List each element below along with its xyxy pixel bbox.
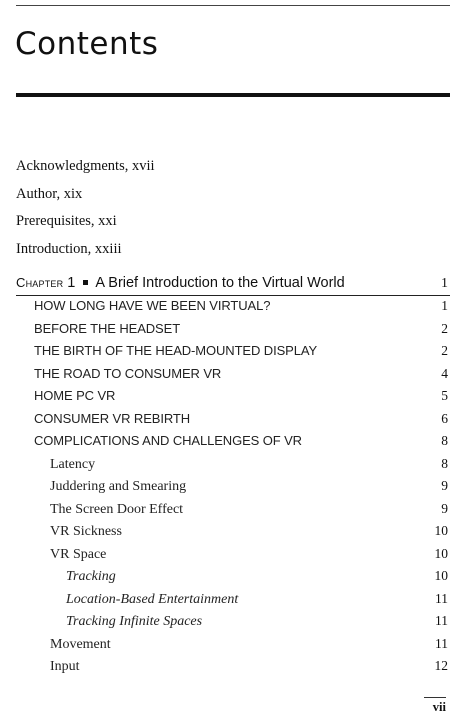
toc-entry[interactable] <box>16 610 450 633</box>
toc-entry[interactable] <box>16 588 450 611</box>
toc-entry-page: 8 <box>441 455 448 471</box>
toc-entry[interactable] <box>16 385 450 408</box>
toc-entry-title: BEFORE THE HEADSET <box>34 320 181 336</box>
toc-entry-title: The Screen Door Effect <box>50 501 184 517</box>
toc-entry-page: 10 <box>434 568 448 583</box>
toc-entry-page: 10 <box>434 523 448 538</box>
toc-entry[interactable] <box>16 453 450 476</box>
toc-entry[interactable] <box>16 430 450 453</box>
page-title: Contents <box>15 26 159 62</box>
page-folio: vii <box>432 700 446 714</box>
toc-entry[interactable] <box>16 295 450 318</box>
toc-entry-title: Location-Based Entertainment <box>66 591 239 607</box>
toc-entry-title: CONSUMER VR REBIRTH <box>34 410 191 426</box>
toc-entry-title: Movement <box>50 636 111 652</box>
chapter-number: 1 <box>67 275 76 291</box>
chapter-label: Chapter <box>16 275 64 290</box>
chapter-title: A Brief Introduction to the Virtual World <box>95 275 345 291</box>
front-matter-acknowledgments[interactable]: Acknowledgments, xvii <box>16 158 155 174</box>
toc-entry[interactable] <box>16 543 450 566</box>
toc-entry-page: 11 <box>435 590 448 606</box>
toc-entry-title: Tracking <box>66 569 116 584</box>
toc-entry[interactable] <box>16 520 450 543</box>
toc-entry-title: VR Sickness <box>50 524 122 539</box>
front-matter-introduction[interactable]: Introduction, xxiii <box>16 240 122 257</box>
toc-entries <box>16 295 450 678</box>
toc-entry-page: 1 <box>441 298 448 313</box>
toc-entry-title: THE ROAD TO CONSUMER VR <box>34 365 222 381</box>
toc-entry[interactable] <box>16 363 450 386</box>
toc-entry-title: Juddering and Smearing <box>50 479 187 494</box>
bullet-icon <box>83 280 88 285</box>
toc-entry-page: 10 <box>434 545 448 561</box>
toc-entry-page: 12 <box>434 658 448 673</box>
toc-entry-title: COMPLICATIONS AND CHALLENGES OF VR <box>34 433 302 448</box>
toc-entry-title: THE BIRTH OF THE HEAD-MOUNTED DISPLAY <box>34 343 318 358</box>
toc-entry[interactable] <box>16 408 450 431</box>
folio-rule <box>424 697 446 698</box>
toc-entry-page: 11 <box>435 635 448 651</box>
chapter-heading-text <box>16 273 345 293</box>
toc-entry[interactable] <box>16 565 450 588</box>
front-matter-list <box>16 153 446 263</box>
toc-entry[interactable] <box>16 340 450 363</box>
title-rule <box>16 93 450 97</box>
top-rule <box>16 5 450 6</box>
toc-entry-page: 4 <box>441 365 448 381</box>
toc-entry-page: 6 <box>441 410 448 426</box>
toc-entry-title: Latency <box>50 456 96 472</box>
toc-entry[interactable] <box>16 475 450 498</box>
toc-entry[interactable] <box>16 318 450 341</box>
toc-entry-page: 2 <box>441 320 448 336</box>
toc-entry-title: VR Space <box>50 546 107 562</box>
toc-entry-title: HOW LONG HAVE WE BEEN VIRTUAL? <box>34 298 271 313</box>
toc-entry[interactable] <box>16 633 450 656</box>
chapter-heading[interactable] <box>16 273 450 296</box>
chapter-page-number: 1 <box>441 276 448 291</box>
chapter-heading-row <box>16 273 450 296</box>
front-matter-author[interactable]: Author, xix <box>16 185 83 202</box>
front-matter-prerequisites[interactable]: Prerequisites, xxi <box>16 213 117 229</box>
toc-entry-title: Input <box>50 659 80 674</box>
toc-entry-title: HOME PC VR <box>34 388 116 403</box>
toc-entry-page: 2 <box>441 343 448 358</box>
toc-entry-page: 9 <box>441 478 448 493</box>
toc-entry[interactable] <box>16 498 450 521</box>
toc-entry-page: 9 <box>441 500 448 516</box>
toc-entry-page: 11 <box>435 613 448 628</box>
toc-entry-title: Tracking Infinite Spaces <box>66 614 203 629</box>
toc-entry-page: 5 <box>441 388 448 403</box>
toc-entry-page: 8 <box>441 433 448 448</box>
toc-entry[interactable] <box>16 655 450 678</box>
